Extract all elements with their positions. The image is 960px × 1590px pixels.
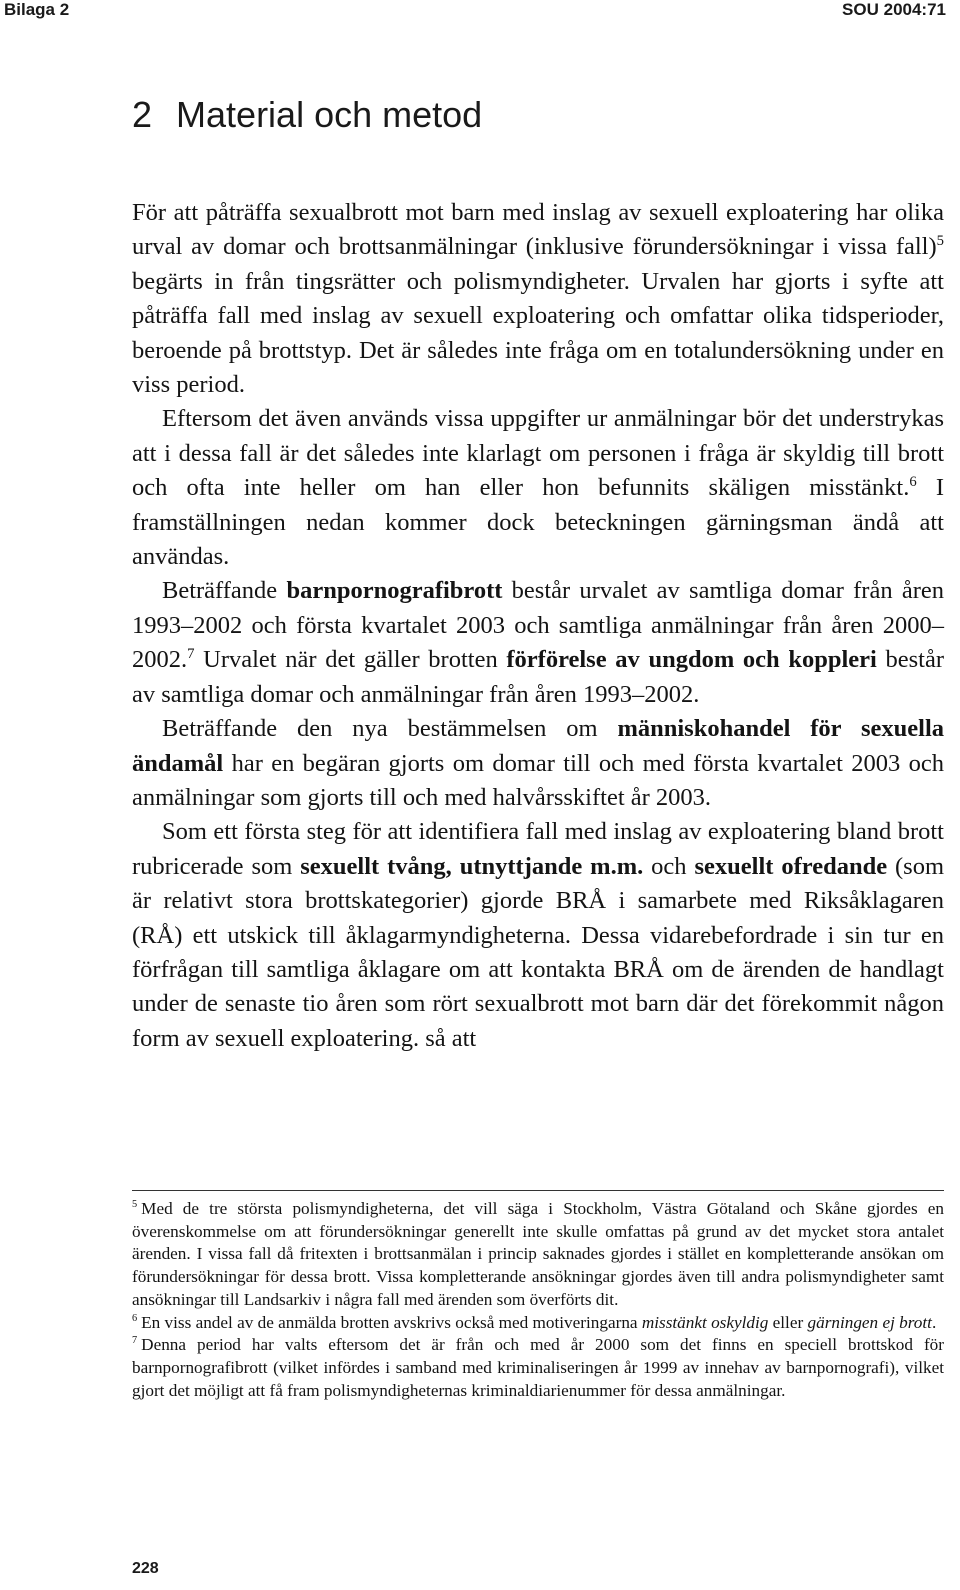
footnote-ref-6: 6: [909, 474, 917, 491]
paragraph-text: För att påträffa sexualbrott mot barn med inslag av sexuell exploatering har olika urval av domar och brottsanmälningar (inklusive förundersökningar i vissa fall): [132, 199, 944, 261]
page-number: 228: [132, 1560, 159, 1577]
chapter-title: [132, 94, 482, 136]
page-header: [0, 0, 960, 24]
paragraph-5: [132, 815, 944, 1056]
bold-term: sexuellt tvång, utnyttjande m.m.: [300, 852, 644, 880]
footnote-text: .: [931, 1312, 937, 1332]
paragraph-text: Urvalet när det gäller brotten: [194, 646, 507, 674]
paragraph-3: [132, 574, 944, 712]
paragraph-4: [132, 712, 944, 815]
footnote-divider: [132, 1190, 944, 1191]
bold-term: människohandel för sexuella ändamål: [132, 715, 944, 777]
paragraph-text: begärts in från tingsrätter och polismyndigheter. Urvalen har gjorts i syfte att påträffa fall med inslag av sexuell exploatering och omfattar olika tidsperioder, beroende på brottstyp. Det är således inte fråga om en totalundersökning under en viss period.: [132, 267, 944, 399]
chapter-title-text: Material och metod: [176, 94, 483, 135]
footnote-5: [132, 1198, 944, 1312]
paragraph-text: består av samtliga domar och anmälningar från åren 1993–2002.: [132, 646, 944, 708]
paragraph-text: Beträffande: [162, 577, 287, 605]
footnote-text: Med de tre största polismyndigheterna, det vill säga i Stockholm, Västra Götaland och Skåne gjordes en överenskommelse om att förundersökningar generellt inte skulle omfattas på grund av det mycket stora antalet ärenden. I vissa fall då fritexten i brottsanmälan i princip saknades gjordes i stället en kompletterande ansökan om förundersökningar för dessa brott. Vissa kompletterande ansökningar gjordes även till andra polismyndigheter samt ansökningar till Landsarkiv i några fall med ärenden som överförts dit.: [132, 1199, 944, 1309]
body-text: [132, 196, 944, 1056]
paragraph-2: [132, 402, 944, 574]
header-report-id: SOU 2004:71: [842, 0, 946, 19]
bold-term: barnpornografibrott: [286, 577, 503, 605]
paragraph-1: [132, 196, 944, 402]
paragraph-text: Beträffande den nya bestämmelsen om: [162, 715, 618, 743]
footnote-mark: 6: [132, 1312, 138, 1324]
footnote-text: Denna period har valts eftersom det är från och med år 2000 som det finns en speciell brottskod för barnpornografibrott (vilket infördes i samband med kriminaliseringen år 1999 av innehav av barnpornografi), vilket gjort det möjligt att få fram polismyndigheternas kriminaldiarienummer för dessa anmälningar.: [132, 1335, 944, 1400]
footnote-mark: 5: [132, 1199, 138, 1211]
paragraph-text: I framställningen nedan kommer dock beteckningen gärningsman ändå att användas.: [132, 474, 944, 571]
footnote-6: [132, 1312, 944, 1335]
paragraph-text: består urvalet av samtliga domar från åren 1993–2002 och första kvartalet 2003 och samtliga anmälningar från åren 2000–2002.: [132, 577, 944, 674]
footnote-ref-5: 5: [936, 233, 944, 250]
header-annex-label: Bilaga 2: [4, 0, 70, 19]
chapter-number: 2: [132, 94, 153, 135]
footnote-7: [132, 1334, 944, 1402]
footnote-italic: misstänkt oskyldig: [641, 1312, 769, 1332]
footnotes: [132, 1198, 944, 1402]
footnote-text: En viss andel av de anmälda brotten avskrivs också med motiveringarna: [141, 1312, 642, 1332]
footnote-ref-7: 7: [187, 646, 195, 663]
bold-term: sexuellt ofredande: [694, 852, 888, 880]
footnote-text: eller: [768, 1312, 808, 1332]
paragraph-text: Som ett första steg för att identifiera fall med inslag av exploatering bland brott rubricerade som: [132, 818, 944, 880]
bold-term: förförelse av ungdom och koppleri: [506, 646, 877, 674]
paragraph-text: (som är relativt stora brottskategorier) gjorde BRÅ i samarbete med Riksåklagaren (RÅ) ett utskick till åklagarmyndigheterna. Dessa vidarebefordrade i sin tur en förfrågan till samtliga åklagare om att kontakta BRÅ om de ärenden de handlagt under de senaste tio åren som rört sexualbrott mot barn där det förekommit någon form av sexuell exploatering. så att: [132, 852, 945, 1052]
paragraph-text: och: [643, 852, 695, 880]
footnote-mark: 7: [132, 1335, 138, 1347]
paragraph-text: har en begäran gjorts om domar till och med första kvartalet 2003 och anmälningar som gjorts till och med halvårsskiftet år 2003.: [132, 749, 944, 811]
footnote-italic: gärningen ej brott: [807, 1312, 932, 1332]
paragraph-text: Eftersom det även används vissa uppgifter ur anmälningar bör det understrykas att i dessa fall är det således inte klarlagt om personen i fråga är skyldig till brott och ofta inte heller om han eller hon befunnits skäligen misstänkt.: [132, 405, 944, 502]
